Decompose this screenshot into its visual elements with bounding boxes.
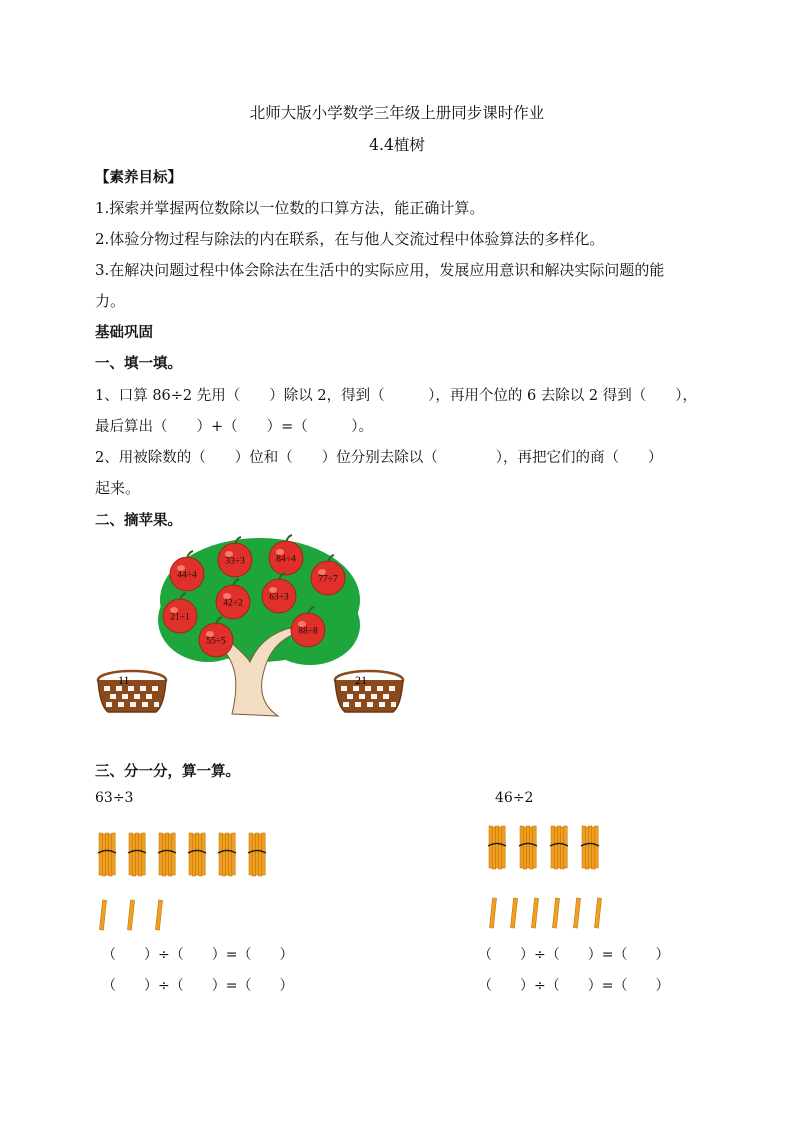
basket-right-number: 21 [355, 673, 367, 687]
page-title: 北师大版小学数学三年级上册同步课时作业 [249, 104, 545, 122]
stick-bundle [488, 826, 506, 869]
basket-left-number: 11 [118, 673, 130, 687]
apple-label: 42÷2 [223, 598, 243, 609]
sticks-problem-1 [95, 825, 285, 935]
stick-bundle [550, 826, 568, 869]
apple-label: 77÷7 [318, 574, 338, 585]
goal-item-2: 2.体验分物过程与除法的内在联系，在与他人交流过程中体验算法的多样化。 [95, 230, 605, 248]
basics-heading: 基础巩固 [95, 325, 153, 341]
part2-heading: 二、摘苹果。 [95, 513, 182, 529]
goal-item-3: 3.在解决问题过程中体会除法在生活中的实际应用，发展应用意识和解决实际问题的能 [95, 261, 665, 279]
basket-right [335, 671, 403, 712]
single-stick [531, 898, 538, 928]
single-stick [594, 898, 601, 928]
stick-bundle [519, 826, 537, 869]
problem-2-blank-row-2: （ ）÷（ ）=（ ） [478, 978, 670, 994]
part3-heading: 三、分一分，算一算。 [95, 764, 240, 780]
problem-2-blank-row-1: （ ）÷（ ）=（ ） [478, 947, 670, 963]
apple-tree-illustration [90, 530, 420, 730]
problem-1-blank-row-1: （ ）÷（ ）=（ ） [102, 947, 294, 963]
stick-bundle [581, 826, 599, 869]
apple-label: 84÷4 [276, 554, 296, 565]
stick-bundle [188, 833, 206, 876]
single-stick [510, 898, 517, 928]
apple-label: 44÷4 [177, 570, 197, 581]
sticks-problem-2 [485, 818, 625, 935]
question-1-line-1: 1、口算 86÷2 先用（ ）除以 2，得到（ ），再用个位的 6 去除以 2 得到（ ）， [95, 388, 697, 404]
single-stick [489, 898, 496, 928]
problem-2-label: 46÷2 [495, 790, 534, 806]
goals-heading: 【素养目标】 [95, 170, 182, 186]
apple-label: 21÷1 [170, 612, 190, 623]
goal-item-3-cont: 力。 [95, 292, 126, 310]
problem-1-label: 63÷3 [95, 790, 134, 806]
apple-label: 88÷8 [298, 626, 318, 637]
stick-bundle [128, 833, 146, 876]
stick-bundle [248, 833, 266, 876]
single-stick [99, 900, 106, 930]
single-stick [573, 898, 580, 928]
single-stick [552, 898, 559, 928]
stick-bundle [98, 833, 116, 876]
question-2-line-1: 2、用被除数的（ ）位和（ ）位分别去除以（ ），再把它们的商（ ） [95, 450, 663, 466]
apple-label: 55÷5 [206, 636, 226, 647]
part1-heading: 一、填一填。 [95, 356, 182, 372]
basket-left [98, 671, 166, 712]
stick-bundle [158, 833, 176, 876]
lesson-subtitle: 4.4植树 [369, 136, 425, 154]
question-2-line-2: 起来。 [95, 479, 141, 497]
stick-bundle [218, 833, 236, 876]
single-stick [127, 900, 134, 930]
question-1-line-2: 最后算出（ ）+（ ）=（ ）。 [95, 419, 374, 435]
apple-label: 63÷3 [269, 592, 289, 603]
goal-item-1: 1.探索并掌握两位数除以一位数的口算方法，能正确计算。 [95, 199, 485, 217]
apple-label: 33÷3 [225, 556, 245, 567]
problem-1-blank-row-2: （ ）÷（ ）=（ ） [102, 978, 294, 994]
single-stick [155, 900, 162, 930]
